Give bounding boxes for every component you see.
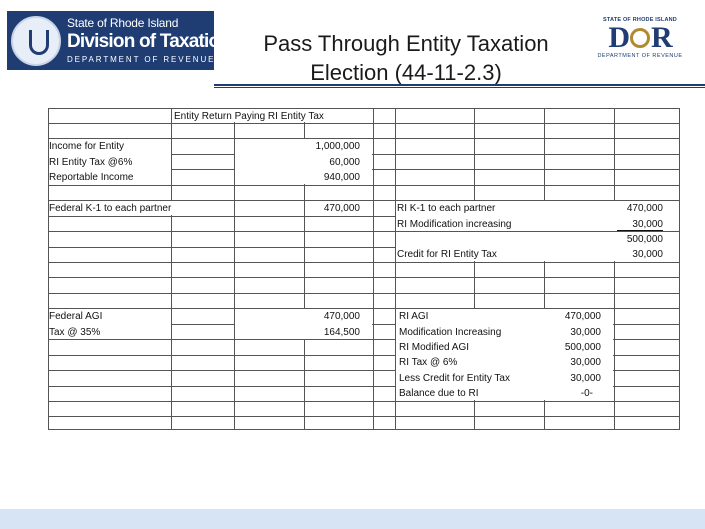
less-credit-label: Less Credit for Entity Tax bbox=[399, 373, 510, 384]
ri-tax-label: RI Tax @ 6% bbox=[399, 357, 458, 368]
federal-agi-value: 470,000 bbox=[323, 311, 360, 322]
ri-mod-label: RI Modification increasing bbox=[397, 219, 512, 230]
ri-tax-value: 30,000 bbox=[570, 357, 601, 368]
dor-logo bbox=[590, 17, 690, 67]
balance-due-value: -0- bbox=[580, 388, 593, 399]
ri-k1-value: 470,000 bbox=[626, 203, 663, 214]
ri-agi-value: 470,000 bbox=[564, 311, 601, 322]
grid-hline bbox=[48, 277, 680, 278]
ri-modified-agi-label: RI Modified AGI bbox=[399, 342, 470, 353]
grid-hline bbox=[48, 416, 680, 417]
slide-title bbox=[214, 29, 598, 87]
ri-k1-total-value: 500,000 bbox=[626, 234, 663, 245]
ri-agi-block bbox=[396, 309, 613, 400]
credit-value: 30,000 bbox=[632, 249, 663, 260]
logo-department-text: DEPARTMENT OF REVENUE bbox=[67, 55, 216, 64]
division-of-taxation-logo bbox=[7, 11, 231, 70]
income-value: 1,000,000 bbox=[315, 141, 360, 152]
dor-logo-letters: D R bbox=[608, 21, 672, 54]
table-heading: Entity Return Paying RI Entity Tax bbox=[174, 111, 324, 122]
entity-tax-label: RI Entity Tax @6% bbox=[49, 157, 133, 168]
grid-vline bbox=[171, 108, 172, 430]
federal-tax-value: 164,500 bbox=[323, 327, 360, 338]
ri-agi-label: RI AGI bbox=[399, 311, 429, 322]
federal-k1-label: Federal K-1 to each partner bbox=[49, 203, 172, 214]
income-label: Income for Entity bbox=[49, 141, 125, 152]
logo-state-text: State of Rhode Island bbox=[67, 16, 179, 30]
ri-mod-increasing-value: 30,000 bbox=[570, 327, 601, 338]
dor-logo-top-text: STATE OF RHODE ISLAND bbox=[603, 17, 677, 23]
balance-due-label: Balance due to RI bbox=[399, 388, 479, 399]
footer-band bbox=[0, 509, 705, 529]
federal-agi-label: Federal AGI bbox=[49, 311, 103, 322]
grid-hline bbox=[48, 401, 680, 402]
grid-hline bbox=[48, 123, 680, 124]
entity-tax-value: 60,000 bbox=[329, 157, 360, 168]
federal-tax-label: Tax @ 35% bbox=[49, 327, 101, 338]
dor-logo-bottom-text: DEPARTMENT OF REVENUE bbox=[597, 53, 683, 59]
header-rule bbox=[214, 84, 705, 86]
federal-k1-value: 470,000 bbox=[323, 203, 360, 214]
grid-vline bbox=[373, 108, 374, 430]
header-rule-thin bbox=[214, 87, 705, 88]
reportable-income-label: Reportable Income bbox=[49, 172, 134, 183]
ri-modified-agi-value: 500,000 bbox=[564, 342, 601, 353]
grid-hline bbox=[48, 262, 680, 263]
ri-mod-increasing-label: Modification Increasing bbox=[399, 327, 502, 338]
grid-hline bbox=[48, 293, 680, 294]
dor-o-ring-icon bbox=[630, 28, 650, 48]
ri-mod-value: 30,000 bbox=[617, 219, 663, 231]
less-credit-value: 30,000 bbox=[570, 373, 601, 384]
title-line-1: Pass Through Entity Taxation bbox=[263, 31, 549, 56]
title-line-2: Election (44-11-2.3) bbox=[310, 60, 502, 85]
anchor-seal-icon bbox=[11, 16, 61, 66]
reportable-income-value: 940,000 bbox=[323, 172, 360, 183]
grid-vline bbox=[614, 108, 615, 430]
grid-hline bbox=[48, 185, 680, 186]
logo-division-text: Division of Taxation bbox=[67, 31, 231, 52]
ri-k1-label: RI K-1 to each partner bbox=[397, 203, 496, 214]
credit-label: Credit for RI Entity Tax bbox=[397, 249, 497, 260]
